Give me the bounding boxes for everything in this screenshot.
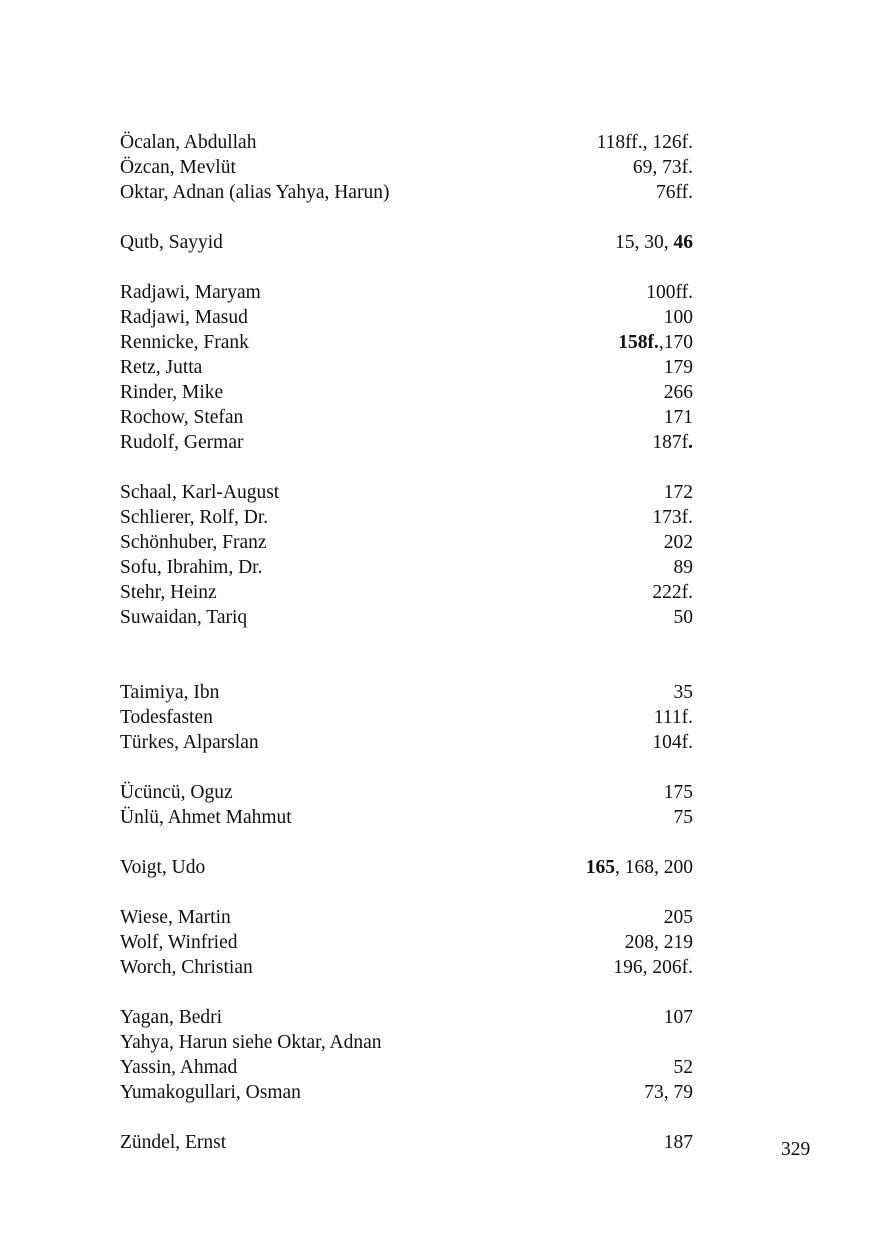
index-group bbox=[120, 905, 693, 980]
index-entry bbox=[120, 605, 693, 630]
page-ref: 100 bbox=[663, 307, 693, 328]
page-ref: 179 bbox=[663, 357, 693, 378]
entry-pages bbox=[652, 730, 693, 755]
entry-pages bbox=[674, 1055, 694, 1080]
entry-name: Radjawi, Masud bbox=[120, 307, 248, 328]
index-entry bbox=[120, 1055, 693, 1080]
index-entry bbox=[120, 180, 693, 205]
index-entry bbox=[120, 705, 693, 730]
entry-name: Schaal, Karl-August bbox=[120, 482, 280, 503]
index-entry bbox=[120, 155, 693, 180]
entry-pages bbox=[613, 955, 693, 980]
index-entry bbox=[120, 305, 693, 330]
page-ref: 187f bbox=[652, 432, 689, 453]
entry-name: Oktar, Adnan (alias Yahya, Harun) bbox=[120, 182, 390, 203]
page-ref: 73, 79 bbox=[644, 1082, 693, 1103]
entry-pages bbox=[646, 280, 693, 305]
index-entry bbox=[120, 1080, 693, 1105]
index-entry bbox=[120, 505, 693, 530]
entry-pages bbox=[674, 805, 694, 830]
entry-name: Rinder, Mike bbox=[120, 382, 224, 403]
page-ref: 171 bbox=[663, 407, 693, 428]
index-entry bbox=[120, 930, 693, 955]
page-ref: 175 bbox=[663, 782, 693, 803]
page-ref: 187 bbox=[663, 1132, 693, 1153]
entry-pages bbox=[652, 430, 693, 455]
index-entry bbox=[120, 230, 693, 255]
entry-pages bbox=[644, 1080, 693, 1105]
entry-name: Schönhuber, Franz bbox=[120, 532, 267, 553]
entry-pages bbox=[664, 355, 693, 380]
entry-name: Suwaidan, Tariq bbox=[120, 607, 248, 628]
page-ref: 173f. bbox=[652, 507, 693, 528]
page-ref: 100ff. bbox=[646, 282, 693, 303]
page-ref: 196, 206f. bbox=[613, 957, 693, 978]
page-ref: , 168, 200 bbox=[615, 857, 693, 878]
page-ref-bold: . bbox=[688, 432, 693, 453]
entry-name: Sofu, Ibrahim, Dr. bbox=[120, 557, 263, 578]
entry-name: Yassin, Ahmad bbox=[120, 1057, 238, 1078]
page-ref: 89 bbox=[673, 557, 693, 578]
page-ref: 50 bbox=[673, 607, 693, 628]
entry-pages bbox=[618, 330, 693, 355]
page-ref: 205 bbox=[663, 907, 693, 928]
entry-name: Öcalan, Abdullah bbox=[120, 132, 257, 153]
entry-pages bbox=[674, 605, 694, 630]
entry-name: Yumakogullari, Osman bbox=[120, 1082, 301, 1103]
entry-pages bbox=[652, 580, 693, 605]
entry-pages bbox=[586, 855, 693, 880]
index-entry bbox=[120, 430, 693, 455]
entry-pages bbox=[664, 905, 693, 930]
index-entry bbox=[120, 855, 693, 880]
entry-pages bbox=[664, 1005, 693, 1030]
entry-name: Ücüncü, Oguz bbox=[120, 782, 233, 803]
entry-name: Taimiya, Ibn bbox=[120, 682, 220, 703]
index-group bbox=[120, 780, 693, 830]
entry-name: Voigt, Udo bbox=[120, 857, 206, 878]
index-group bbox=[120, 855, 693, 880]
entry-pages bbox=[654, 705, 693, 730]
name-index bbox=[120, 130, 693, 1155]
entry-name: Zündel, Ernst bbox=[120, 1132, 227, 1153]
index-entry bbox=[120, 955, 693, 980]
page-ref: 15, 30, bbox=[615, 232, 674, 253]
index-entry bbox=[120, 680, 693, 705]
index-entry bbox=[120, 555, 693, 580]
entry-name: Rudolf, Germar bbox=[120, 432, 244, 453]
page-ref: 35 bbox=[673, 682, 693, 703]
entry-pages bbox=[664, 380, 693, 405]
entry-pages bbox=[664, 780, 693, 805]
page-ref: 111f. bbox=[653, 707, 693, 728]
entry-pages bbox=[656, 180, 693, 205]
entry-name: Todesfasten bbox=[120, 707, 213, 728]
entry-name: Türkes, Alparslan bbox=[120, 732, 259, 753]
entry-pages bbox=[674, 555, 694, 580]
entry-name: Stehr, Heinz bbox=[120, 582, 217, 603]
index-entry bbox=[120, 580, 693, 605]
entry-name: Worch, Christian bbox=[120, 957, 253, 978]
entry-name: Qutb, Sayyid bbox=[120, 232, 223, 253]
page-ref: 76ff. bbox=[655, 182, 693, 203]
index-entry bbox=[120, 355, 693, 380]
index-group bbox=[120, 230, 693, 255]
index-entry bbox=[120, 330, 693, 355]
entry-pages bbox=[664, 530, 693, 555]
page-ref-bold: 46 bbox=[673, 232, 693, 253]
entry-pages bbox=[633, 155, 693, 180]
index-group bbox=[120, 480, 693, 630]
entry-name: Wolf, Winfried bbox=[120, 932, 238, 953]
index-entry bbox=[120, 905, 693, 930]
entry-name: Rochow, Stefan bbox=[120, 407, 244, 428]
entry-pages bbox=[597, 130, 693, 155]
index-group bbox=[120, 130, 693, 205]
page-ref: 104f. bbox=[652, 732, 693, 753]
page-ref: 69, 73f. bbox=[632, 157, 693, 178]
entry-name: Ünlü, Ahmet Mahmut bbox=[120, 807, 292, 828]
index-entry bbox=[120, 280, 693, 305]
entry-pages bbox=[664, 1130, 693, 1155]
index-entry bbox=[120, 780, 693, 805]
page-ref: 208, 219 bbox=[624, 932, 693, 953]
entry-name: Yagan, Bedri bbox=[120, 1007, 223, 1028]
page-ref: 222f. bbox=[652, 582, 693, 603]
index-entry bbox=[120, 130, 693, 155]
index-group bbox=[120, 280, 693, 455]
page-ref: 202 bbox=[663, 532, 693, 553]
page-ref: 107 bbox=[663, 1007, 693, 1028]
index-entry bbox=[120, 730, 693, 755]
page-ref: 266 bbox=[663, 382, 693, 403]
page-ref-bold: 165 bbox=[585, 857, 615, 878]
page-ref: 172 bbox=[663, 482, 693, 503]
index-group bbox=[120, 1005, 693, 1105]
index-entry bbox=[120, 380, 693, 405]
entry-pages bbox=[664, 305, 693, 330]
entry-name: Rennicke, Frank bbox=[120, 332, 249, 353]
entry-pages bbox=[615, 230, 693, 255]
entry-name: Wiese, Martin bbox=[120, 907, 231, 928]
index-entry bbox=[120, 405, 693, 430]
index-entry bbox=[120, 480, 693, 505]
entry-name: Yahya, Harun siehe Oktar, Adnan bbox=[120, 1032, 382, 1053]
index-group bbox=[120, 680, 693, 755]
entry-name: Radjawi, Maryam bbox=[120, 282, 261, 303]
page-ref: 52 bbox=[673, 1057, 693, 1078]
entry-pages bbox=[664, 480, 693, 505]
index-entry bbox=[120, 1005, 693, 1030]
entry-pages bbox=[674, 680, 694, 705]
page-number: 329 bbox=[781, 1139, 811, 1160]
page-ref: 118ff., 126f. bbox=[596, 132, 693, 153]
page-ref: ,170 bbox=[658, 332, 693, 353]
entry-pages bbox=[625, 930, 693, 955]
page-ref: 75 bbox=[673, 807, 693, 828]
entry-name: Retz, Jutta bbox=[120, 357, 203, 378]
index-entry bbox=[120, 805, 693, 830]
index-entry bbox=[120, 1030, 693, 1055]
entry-pages bbox=[652, 505, 693, 530]
page-ref-bold: 158f. bbox=[618, 332, 659, 353]
entry-name: Özcan, Mevlüt bbox=[120, 157, 236, 178]
index-entry bbox=[120, 1130, 693, 1155]
index-entry bbox=[120, 530, 693, 555]
entry-pages bbox=[664, 405, 693, 430]
entry-name: Schlierer, Rolf, Dr. bbox=[120, 507, 269, 528]
index-group bbox=[120, 1130, 693, 1155]
